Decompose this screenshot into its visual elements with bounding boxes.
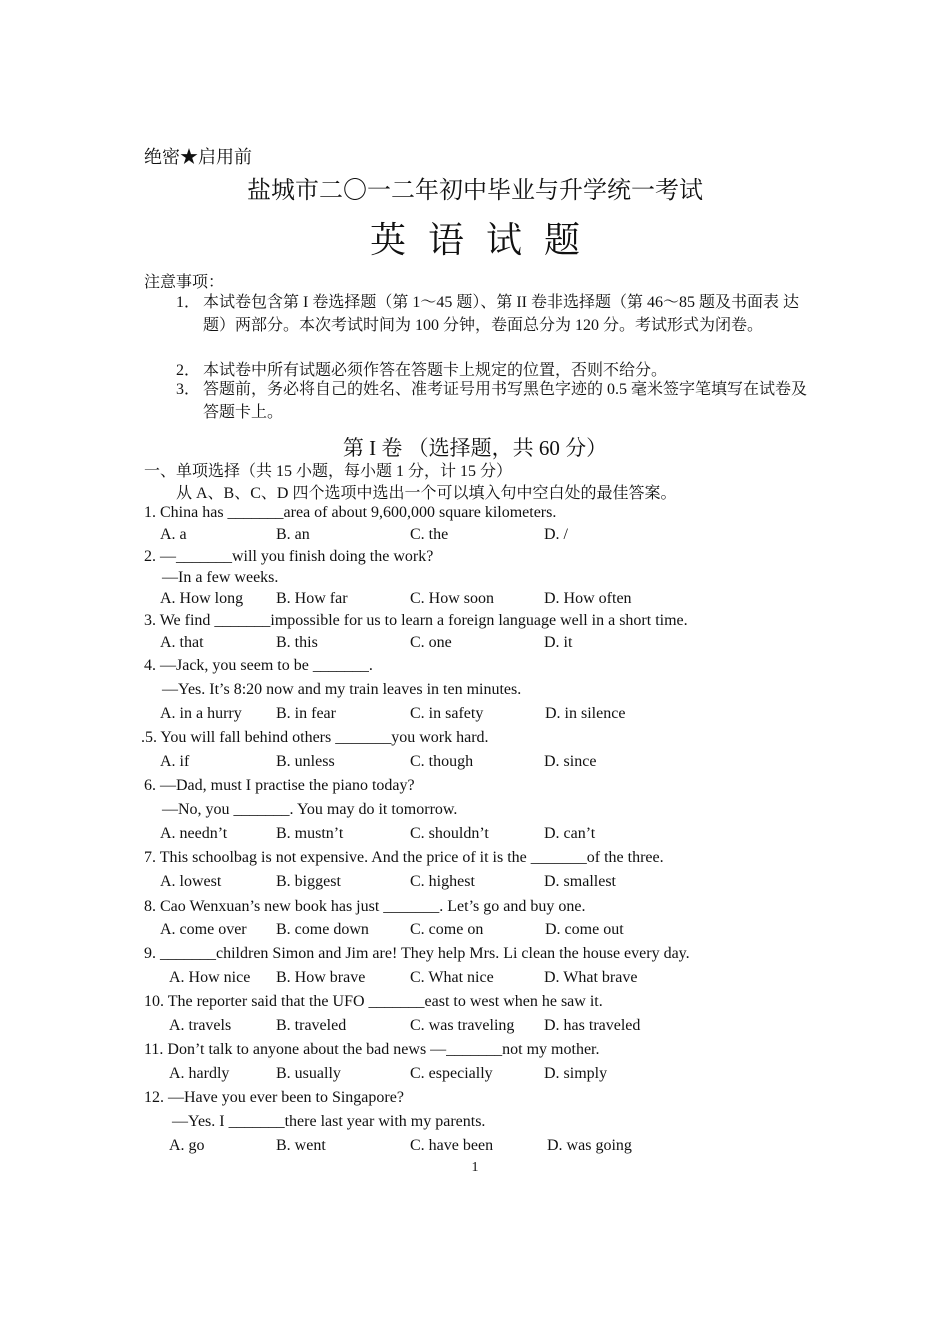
answer-option: A. go <box>169 1137 205 1154</box>
answer-option: A. How long <box>160 590 244 607</box>
answer-option: C. the <box>410 526 449 543</box>
question-stem: 6. —Dad, must I practise the piano today? <box>144 777 415 794</box>
answer-option: C. in safety <box>410 705 484 722</box>
answer-option: D. What brave <box>544 969 638 986</box>
question-stem: 8. Cao Wenxuan’s new book has just _______. Let’s go and buy one. <box>144 898 586 915</box>
answer-option: B. come down <box>276 921 369 938</box>
answer-option: A. come over <box>160 921 247 938</box>
answer-option: A. hardly <box>169 1065 230 1082</box>
answer-option: A. How nice <box>169 969 251 986</box>
note-number: 3． <box>176 381 201 398</box>
answer-option: C. was traveling <box>410 1017 515 1034</box>
question-stem: 12. —Have you ever been to Singapore? <box>144 1089 404 1106</box>
answer-option: A. needn’t <box>160 825 228 842</box>
answer-option: D. simply <box>544 1065 608 1082</box>
subject-title: 英语试题 <box>369 220 602 260</box>
question-stem: 9. _______children Simon and Jim are! They help Mrs. Li clean the house every day. <box>144 945 690 962</box>
answer-option: D. can’t <box>544 825 596 842</box>
answer-option: B. in fear <box>276 705 336 722</box>
question-stem: 3. We find _______impossible for us to learn a foreign language well in a short time. <box>144 612 688 629</box>
confidential-label: 绝密★启用前 <box>144 147 252 167</box>
section-instruction: 从 A、B、C、D 四个选项中选出一个可以填入句中空白处的最佳答案。 <box>176 485 677 502</box>
answer-option: C. one <box>410 634 452 651</box>
answer-option: D. since <box>544 753 597 770</box>
answer-option: D. in silence <box>545 705 626 722</box>
note-item <box>176 291 816 337</box>
question-stem: 2. —_______will you finish doing the work? <box>144 548 434 565</box>
answer-option: B. mustn’t <box>276 825 344 842</box>
answer-option: D. was going <box>547 1137 632 1154</box>
answer-option: C. come on <box>410 921 484 938</box>
notes-heading: 注意事项： <box>144 274 225 291</box>
answer-option: B. biggest <box>276 873 341 890</box>
answer-option: D. has traveled <box>544 1017 641 1034</box>
answer-option: C. shouldn’t <box>410 825 489 842</box>
answer-option: A. lowest <box>160 873 222 890</box>
answer-option: A. if <box>160 753 190 770</box>
answer-option: A. travels <box>169 1017 232 1034</box>
answer-option: A. a <box>160 526 187 543</box>
answer-option: D. it <box>544 634 573 651</box>
answer-option: C. highest <box>410 873 475 890</box>
note-number: 1． <box>176 294 201 311</box>
question-response: —Yes. It’s 8:20 now and my train leaves in ten minutes. <box>162 681 522 698</box>
answer-option: B. this <box>276 634 318 651</box>
answer-option: A. that <box>160 634 204 651</box>
section-heading: 一、单项选择（共 15 小题，每小题 1 分，计 15 分） <box>144 463 513 480</box>
answer-option: B. traveled <box>276 1017 347 1034</box>
answer-option: B. How far <box>276 590 348 607</box>
part-one-title: 第 I 卷 （选择题，共 60 分） <box>342 436 608 460</box>
answer-option: D. come out <box>545 921 624 938</box>
question-stem: 11. Don’t talk to anyone about the bad news —_______not my mother. <box>144 1041 600 1058</box>
question-stem: 10. The reporter said that the UFO _______east to west when he saw it. <box>144 993 603 1010</box>
page-number: 1 <box>471 1160 479 1175</box>
answer-option: B. How brave <box>276 969 366 986</box>
question-response: —In a few weeks. <box>162 569 279 586</box>
note-text: 本试卷中所有试题必须作答在答题卡上规定的位置，否则不给分。 <box>203 362 668 379</box>
note-item <box>176 378 816 424</box>
answer-option: C. have been <box>410 1137 494 1154</box>
answer-option: D. / <box>544 526 568 543</box>
question-response: —No, you _______. You may do it tomorrow. <box>162 801 458 818</box>
answer-option: C. especially <box>410 1065 493 1082</box>
answer-option: C. What nice <box>410 969 494 986</box>
note-number: 2． <box>176 362 201 379</box>
answer-option: D. How often <box>544 590 632 607</box>
answer-option: D. smallest <box>544 873 616 890</box>
question-response: —Yes. I _______there last year with my parents. <box>172 1113 486 1130</box>
answer-option: C. though <box>410 753 474 770</box>
answer-option: B. usually <box>276 1065 341 1082</box>
answer-option: B. went <box>276 1137 326 1154</box>
answer-option: C. How soon <box>410 590 495 607</box>
answer-option: A. in a hurry <box>160 705 242 722</box>
question-stem: .5. You will fall behind others _______you work hard. <box>141 729 489 746</box>
answer-option: B. an <box>276 526 310 543</box>
note-text: 本试卷包含第 I 卷选择题（第 1～45 题）、第 II 卷非选择题（第 46～85 题及书面表 达题）两部分。本次考试时间为 100 分钟，卷面总分为 120 分。考试形式为闭卷。 <box>203 294 799 334</box>
question-stem: 4. —Jack, you seem to be _______. <box>144 657 373 674</box>
question-stem: 1. China has _______area of about 9,600,000 square kilometers. <box>144 504 557 521</box>
exam-title: 盐城市二〇一二年初中毕业与升学统一考试 <box>247 178 703 204</box>
question-stem: 7. This schoolbag is not expensive. And the price of it is the _______of the three. <box>144 849 664 866</box>
note-text: 答题前，务必将自己的姓名、准考证号用书写黑色字迹的 0.5 毫米签字笔填写在试卷及答题卡上。 <box>203 381 808 421</box>
answer-option: B. unless <box>276 753 335 770</box>
